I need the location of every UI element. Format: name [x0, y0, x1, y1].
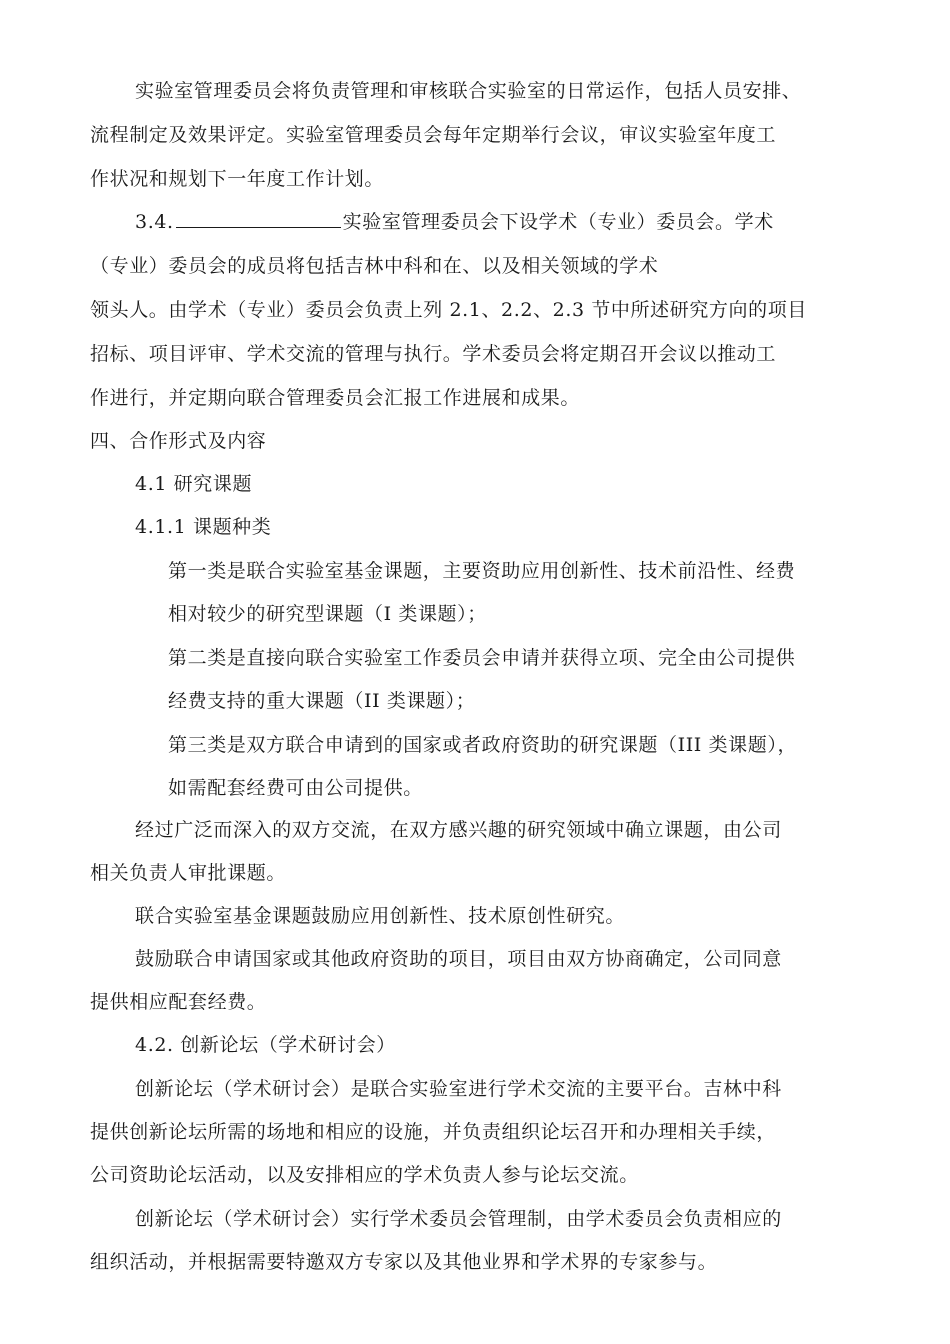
paragraph-line: 公司资助论坛活动，以及安排相应的学术负责人参与论坛交流。 [90, 1164, 639, 1186]
paragraph-line: 招标、项目评审、学术交流的管理与执行。学术委员会将定期召开会议以推动工 [90, 343, 777, 365]
paragraph-line: 经过广泛而深入的双方交流，在双方感兴趣的研究领域中确立课题，由公司 [135, 819, 782, 841]
subsubsection-heading: 4.1.1 课题种类 [135, 516, 272, 538]
paragraph-line: 实验室管理委员会将负责管理和审核联合实验室的日常运作，包括人员安排、 [135, 80, 802, 102]
clause-number: 3.4. [135, 211, 174, 233]
paragraph-line: 提供相应配套经费。 [90, 991, 267, 1013]
clause-text: 实验室管理委员会下设学术（专业）委员会。学术 [342, 211, 774, 233]
list-item-line: 第三类是双方联合申请到的国家或者政府资助的研究课题（III 类课题）， [168, 734, 798, 756]
paragraph-line: 组织活动，并根据需要特邀双方专家以及其他业界和学术界的专家参与。 [90, 1251, 718, 1273]
paragraph-line: 作进行，并定期向联合管理委员会汇报工作进展和成果。 [90, 387, 581, 409]
subsection-heading: 4.2. 创新论坛（学术研讨会） [135, 1034, 396, 1056]
list-item-line: 经费支持的重大课题（II 类课题）； [168, 690, 476, 712]
section-heading: 四、合作形式及内容 [90, 430, 267, 452]
paragraph-line: 作状况和规划下一年度工作计划。 [90, 168, 385, 190]
paragraph-line: 鼓励联合申请国家或其他政府资助的项目，项目由双方协商确定，公司同意 [135, 948, 782, 970]
paragraph-line: 提供创新论坛所需的场地和相应的设施，并负责组织论坛召开和办理相关手续， [90, 1121, 777, 1143]
paragraph-line: 联合实验室基金课题鼓励应用创新性、技术原创性研究。 [135, 905, 626, 927]
fill-in-blank [176, 209, 341, 228]
list-item-line: 如需配套经费可由公司提供。 [168, 777, 423, 799]
list-item-line: 第一类是联合实验室基金课题，主要资助应用创新性、技术前沿性、经费 [168, 560, 796, 582]
paragraph-line: 相关负责人审批课题。 [90, 862, 287, 884]
paragraph-line: 流程制定及效果评定。实验室管理委员会每年定期举行会议，审议实验室年度工 [90, 124, 777, 146]
paragraph-line: 领头人。由学术（专业）委员会负责上列 2.1、2.2、2.3 节中所述研究方向的项目 [90, 299, 807, 321]
list-item-line: 第二类是直接向联合实验室工作委员会申请并获得立项、完全由公司提供 [168, 647, 796, 669]
clause-3-4-line [135, 209, 774, 235]
paragraph-line: 创新论坛（学术研讨会）是联合实验室进行学术交流的主要平台。吉林中科 [135, 1078, 782, 1100]
paragraph-line: （专业）委员会的成员将包括吉林中科和在、以及相关领域的学术 [90, 255, 659, 277]
list-item-line: 相对较少的研究型课题（I 类课题）； [168, 603, 487, 625]
subsection-heading: 4.1 研究课题 [135, 473, 253, 495]
paragraph-line: 创新论坛（学术研讨会）实行学术委员会管理制，由学术委员会负责相应的 [135, 1208, 782, 1230]
